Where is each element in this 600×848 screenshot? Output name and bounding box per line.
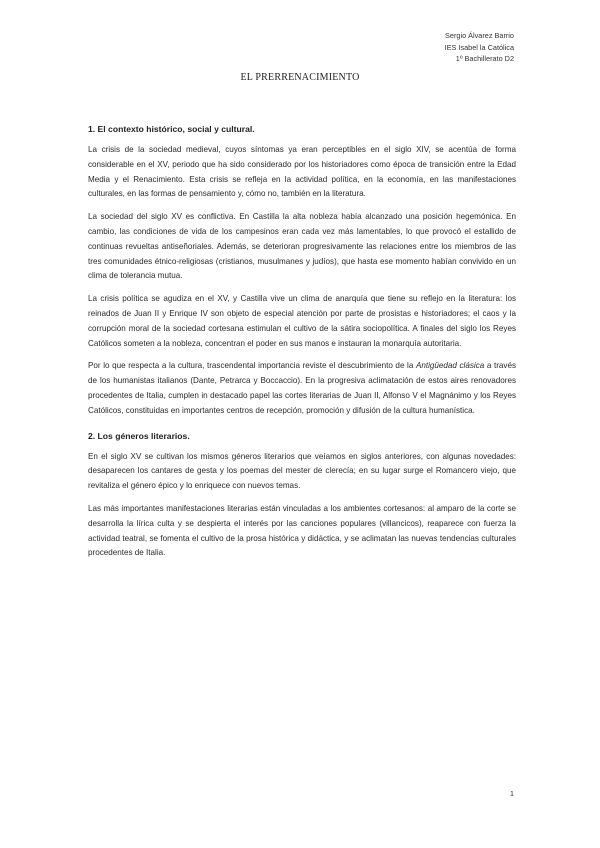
section-heading: 2. Los géneros literarios. xyxy=(88,430,190,441)
paragraph: La sociedad del siglo XV es conflictiva. En Castilla la alta nobleza había alcanzado una posición hegemónica. En cambio, las condiciones de vida de los campesinos eran cada vez más lamentables, lo que provocó el estallido de continuas revueltas antiseñoriales. Además, se deterioran progresivamente las relaciones entre los miembros de las tres comunidades étnico-religiosas (cristianos, musulmanes y judíos), que hasta ese momento habían convivido en un clima de tolerancia mutua. xyxy=(88,212,516,281)
document-header xyxy=(445,30,514,65)
document-body xyxy=(88,124,516,569)
course-name: 1º Bachillerato D2 xyxy=(455,54,514,63)
section-heading: 1. El contexto histórico, social y cultural. xyxy=(88,124,255,134)
section-context xyxy=(88,124,516,419)
paragraph: En el siglo XV se cultivan los mismos géneros literarios que veíamos en siglos anteriores, con algunas novedades: desaparecen los cantares de gesta y los poemas del mester de clerecía; en su lugar surge el Romancero viejo, que revitaliza el género épico y lo enriquece con nuevos temas. xyxy=(88,451,516,491)
school-name: IES Isabel la Católica xyxy=(444,42,514,52)
document-title: EL PRERRENACIMIENTO xyxy=(240,72,360,83)
italic-term: Antigüedad clásica xyxy=(415,361,485,371)
author-name: Sergio Álvarez Barrio xyxy=(445,31,514,40)
section-genres xyxy=(88,431,516,562)
paragraph: La crisis política se agudiza en el XV, y Castilla vive un clima de anarquía que tiene su reflejo en la literatura: los reinados de Juan II y Enrique IV son objeto de especial atención por parte de prosistas e historiadores; el caos y la corrupción moral de la sociedad cortesana estimulan el cultivo de la sátira sociopolítica. A finales del siglo los Reyes Católicos someten a la nobleza, concentran el poder en sus manos e instauran la monarquía autoritaria. xyxy=(88,294,516,348)
paragraph-text: Por lo que respecta a la cultura, trascendental importancia reviste el descubrimiento de la xyxy=(88,361,416,371)
paragraph: Las más importantes manifestaciones literarias están vinculadas a los ambientes cortesanos: al amparo de la corte se desarrolla la lírica culta y se despierta el interés por las canciones populares (villancicos), reaparece con fuerza la actividad teatral, se fomenta el cultivo de la prosa histórica y didáctica, y se aclimatan las nuevas tendencias culturales procedentes de Italia. xyxy=(88,503,516,558)
paragraph xyxy=(88,359,516,418)
paragraph-text: a través de los humanistas italianos (Dante, Petrarca y Boccaccio). En la progresiva aclimatación de estos aires renovadores procedentes de Italia, cumplen in destacado papel las cortes literarias de Juan II, Alfonso V el Magnánimo y los Reyes Católicos, constituidas en importantes centros de recepción, promoción y difusión de la cultura humanística. xyxy=(88,361,516,415)
paragraph: La crisis de la sociedad medieval, cuyos síntomas ya eran perceptibles en el siglo XIV, se acentúa de forma considerable en el XV, periodo que ha sido considerado por los historiadores como época de transición entre la Edad Media y el Renacimiento. Esta crisis se refleja en la actividad política, en la economía, en las manifestaciones culturales, en las formas de pensamiento y, cómo no, también en la literatura. xyxy=(88,145,516,199)
page-number: 1 xyxy=(509,789,514,798)
